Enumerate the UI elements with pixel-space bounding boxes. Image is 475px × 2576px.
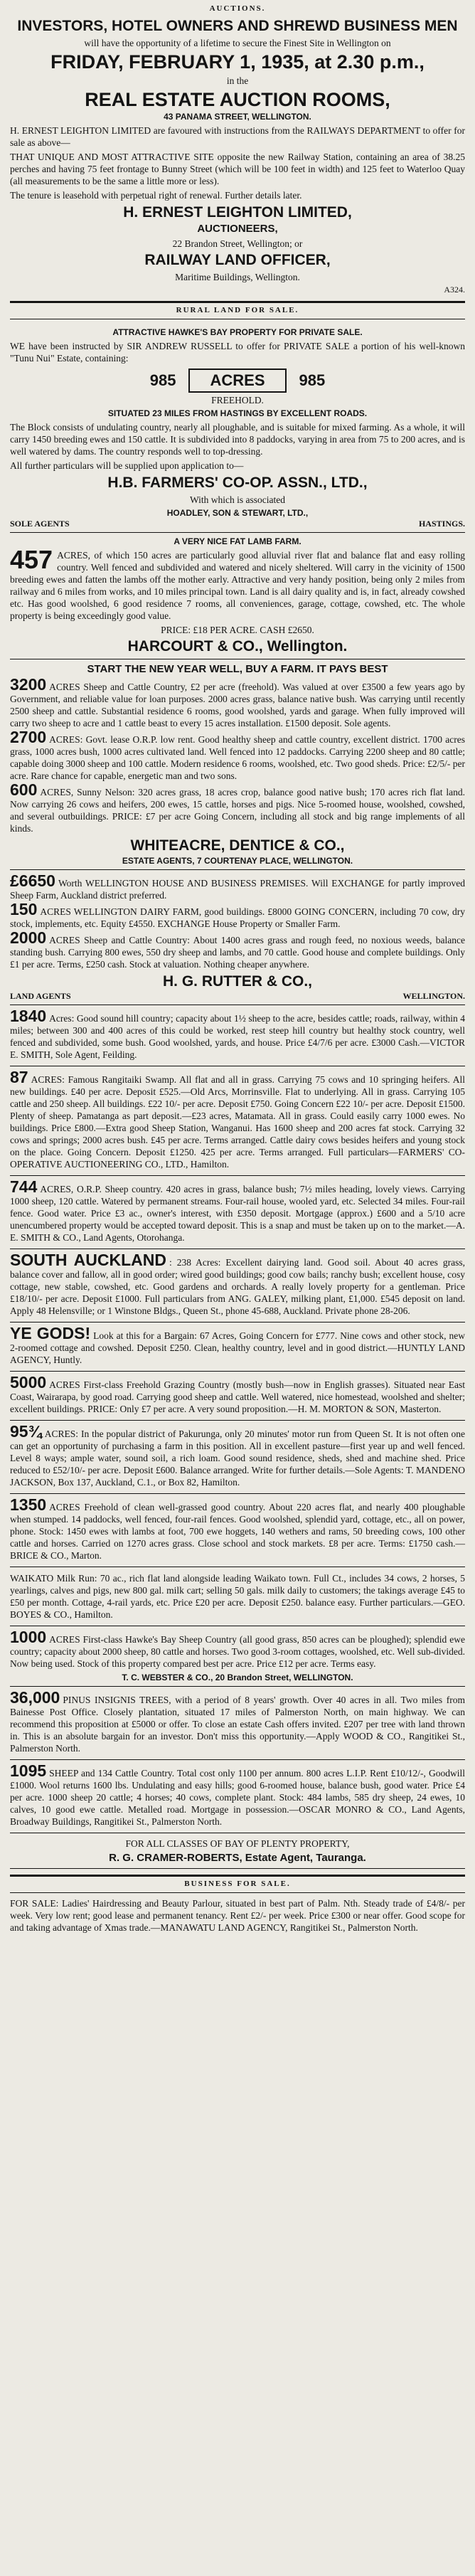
listing [10, 780, 465, 834]
newyear-agent-address: ESTATE AGENTS, 7 COURTENAY PLACE, WELLINGTON. [122, 856, 353, 866]
rutter-town: WELLINGTON. [402, 991, 465, 1001]
acres-label: ACRES [188, 369, 286, 393]
listing [10, 1372, 465, 1421]
auction-para-2: THAT UNIQUE AND MOST ATTRACTIVE SITE opposite the new Railway Station, containing an area of 38.25 perches and having 75 feet frontage to Bunny Street (which will be 100 feet in width) and 125 feet to Waterloo Quay (all measurements to be the same a little more or less). [10, 152, 465, 186]
auction-firm: H. ERNEST LEIGHTON LIMITED, [123, 204, 352, 221]
pines-text: PINUS INSIGNIS TREES, with a period of 8 years' growth. Over 40 acres in all. Two miles from Bainesse Post Office. Closely plantation, situated 17 miles of Palmerston North, on main highway. We can recommend this proposition at £5000 or offer. To close an estate Cash offers invited. £207 per tree with land thrown in. This is an absolute bargain for an investor. Don't miss this opportunity.—Apply WOOD & CO., Rangitikei St., Palmerston North. [10, 1695, 465, 1754]
auction-intro: will have the opportunity of a lifetime to secure the Finest Site in Wellington on [84, 38, 391, 48]
listing-text: ACRES First-class Freehold Grazing Country (mostly bush—now in English grasses). Situated near East Coast, Wairarapa, by good road. Carrying good sheep and cattle. Well watered, nice homestead, woolshed and shelter; excellent buildings. PRICE: Only £7 per acre. A very sound proposition.—H. M. MORTON & SON, Masterton. [10, 1379, 465, 1414]
pines-advert [10, 1687, 465, 1760]
auction-at: in the [226, 75, 249, 86]
listing [10, 928, 465, 970]
section-header-auctions: AUCTIONS. [209, 4, 266, 13]
bop-agent: R. G. CRAMER-ROBERTS, Estate Agent, Tauranga. [109, 1852, 366, 1864]
listing-number: 5000 [10, 1373, 47, 1392]
listing-text: ACRES Freehold of clean well-grassed good country. About 220 acres flat, and nearly 400 ploughable when stumped. 14 paddocks, well fenced, four-rail fences. Good woolshed, splendid yard, cottage, etc., all on power, phone. Stock: 1450 ewes with lambs at foot, 700 ewe hoggets, 140 wethers and rams, 50 breeding cows, 100 other cattle and horses. Carried on 1270 acres grass. Close school and stock markets. £8 per acre. Terms: £1750 cash.—BRICE & CO., Marton. [10, 1502, 465, 1561]
listing [10, 1249, 465, 1323]
listing-text: ACRES: Famous Rangitaiki Swamp. All flat and all in grass. Carrying 75 cows and 10 springing heifers. All new buildings. £40 per acre. Deposit £525.—Old Arcs, Morrinsville. Flat to underlying. All in grass. Carrying 105 cattle and 250 sheep. All buildings. £22 10/- per acre. Deposit £750. Going Concern £22 10/- per acre. Deposit £1500. Plenty of sheep. Pamatanga as part deposit.—£23 acres, Matamata. All in grass. Could easily carry 1000 ewes. No buildings. Price £800.—Extra good Sheep Station, Wanganui. Has 1600 sheep and 200 acres fat stock. Carrying 32 cows and springs; 2000 acres bush. £45 per acre. Terms arranged. Cattle dairy cows besides heifers and young stock on the place. Going Concern. Deposit £1250. 425 per acre. Terms arranged. Full particulars—FARMERS' CO-OPERATIVE AUCTIONEERING CO., LTD., Hamilton. [10, 1074, 465, 1170]
business-advert [10, 1897, 465, 1934]
auction-advert [10, 17, 465, 295]
webster-number: 1000 [10, 1628, 47, 1646]
railway-officer-address: Maritime Buildings, Wellington. [175, 272, 300, 282]
listing [10, 675, 465, 729]
auction-firm-address: 22 Brandon Street, Wellington; or [172, 238, 303, 249]
listing-number: 2000 [10, 928, 47, 947]
hawkes-intro: WE have been instructed by SIR ANDREW RUSSELL to offer for PRIVATE SALE a portion of his well-known "Tunu Nui" Estate, containing: [10, 341, 465, 364]
auction-firm-role: AUCTIONEERS, [197, 223, 278, 235]
acres-banner [10, 369, 465, 393]
hawkes-assoc-firm: HOADLEY, SON & STEWART, LTD., [166, 508, 309, 518]
fatlamb-body [10, 545, 465, 622]
listing-number: 2700 [10, 728, 47, 746]
listing [10, 900, 465, 930]
pines-number: 36,000 [10, 1688, 60, 1707]
listing-text: : 238 Acres: Excellent dairying land. Good soil. About 40 acres grass, balance cover and fallow, all in good order; wired good buildings; good cow bails; ranchy bush; excellent house, cosy cottage, new stable, cowshed, etc. Good gardens and orchards. A really lovely property for a gentleman. Price £18/10/- per acre. Deposit £1000. Full particulars from ANG. GALEY, milking plant, £1,000. £545 deposit on land. Apply 48 Helensville; or 1 Winstone Bldgs., Queen St., phone 45-688, Auckland. Private phone 28-206. [10, 1257, 465, 1316]
listing-text: ACRES: Govt. lease O.R.P. low rent. Good healthy sheep and cattle country, excellent district. 1700 acres grass, 1000 acres bush, 1000 acres cultivated land. Well fenced into 12 paddocks. Carrying 2200 sheep and 80 cattle; capable doing 3000 sheep and 100 cattle. Modern residence 6 rooms, woolshed, etc. Two good sheds. Price: £2/5/- per acre. Rare chance for capable, energetic man and two sons. [10, 734, 465, 781]
divider [10, 1892, 465, 1893]
listing-number: 150 [10, 900, 38, 918]
fat-lamb-advert [10, 533, 465, 659]
waikato-advert [10, 1567, 465, 1626]
listing-number: SOUTH AUCKLAND [10, 1251, 166, 1269]
listing [10, 1176, 465, 1249]
hawkes-title: ATTRACTIVE HAWKE'S BAY PROPERTY FOR PRIVATE SALE. [112, 327, 363, 337]
fatlamb-price: PRICE: £18 PER ACRE. CASH £2650. [161, 625, 314, 635]
listing-text: ACRES Sheep and Cattle Country: About 1400 acres grass and rough feed, no noxious weeds, balance standing bush. Carrying 800 ewes, 550 dry sheep and lambs, and 70 cattle. Good house and complete buildings. Only £1 per acre. Terms, £250 cash. Stock at valuation. Nothing cheaper anywhere. [10, 935, 465, 970]
fatlamb-title: A VERY NICE FAT LAMB FARM. [174, 536, 301, 546]
hawkes-situation: SITUATED 23 MILES FROM HASTINGS BY EXCELLENT ROADS. [107, 408, 368, 418]
hawkes-bay-advert [10, 324, 465, 533]
railway-officer: RAILWAY LAND OFFICER, [144, 252, 331, 268]
rutter-land: LAND AGENTS [10, 991, 71, 1001]
webster-advert [10, 1626, 465, 1687]
rutter-listings [10, 871, 465, 970]
listing-text: ACRES WELLINGTON DAIRY FARM, good buildings. £8000 GOING CONCERN, including 70 cow, dry stock, implements, etc. Equity £4550. EXCHANGE House Property or Smaller Farm. [10, 906, 465, 929]
fatlamb-number: 457 [10, 545, 53, 574]
auction-date: FRIDAY, FEBRUARY 1, 1935, at 2.30 p.m., [50, 51, 425, 73]
auction-venue: REAL ESTATE AUCTION ROOMS, [85, 89, 390, 110]
hawkes-sole: SOLE AGENTS [10, 519, 70, 529]
listing [10, 1066, 465, 1176]
newyear-listings [10, 675, 465, 834]
hawkes-assoc: With which is associated [189, 494, 286, 505]
listing-text: ACRES: In the popular district of Pakurunga, only 20 minutes' motor run from Queen St. It is not often one can get an opportunity of purchasing a farm in this position. All in excellent pasture—first year up and well fenced. Level 8 ways; ample water, sound soil, a rich loam. Good sound residence, sheds, shed and machine shed. Price reduced to £52/10/- per acre. Deposit £600. Balance arranged. Write for further details.—Sole Agents: T. MANDENO JACKSON, Box 137, Auckland, C.1., or Box 82, Hamilton. [10, 1429, 465, 1488]
listing-text: Look at this for a Bargain: 67 Acres, Going Concern for £777. Nine cows and other stock, new 2-roomed cottage and cowshed. Deposit £250. Clean, healthy country, level and in good district.—HUNTLY LAND AGENCY, Huntly. [10, 1330, 465, 1365]
listing-number: 600 [10, 780, 38, 799]
listing [10, 728, 465, 782]
hawkes-tenure: FREEHOLD. [211, 395, 264, 406]
new-year-advert [10, 659, 465, 870]
hawkes-further: All further particulars will be supplied upon application to— [10, 460, 244, 471]
listing-number: 3200 [10, 675, 47, 694]
listing-text: Worth WELLINGTON HOUSE AND BUSINESS PREMISES. Will EXCHANGE for partly improved Sheep Farm, Auckland district preferred. [10, 878, 465, 901]
bop-line: FOR ALL CLASSES OF BAY OF PLENTY PROPERTY, [125, 1838, 350, 1849]
feilding-number: 1840 [10, 1007, 47, 1025]
listing [10, 1494, 465, 1567]
feilding-text: Acres: Good sound hill country; capacity about 1½ sheep to the acre, besides cattle; roads, railway, within 4 miles; between 300 and 400 acres of this could be worked, rest steep hill country but healthy stock country, well fenced and subdivided, some bush. Good woolshed, yards, and house. Price £4/7/6 per acre. £3000 Cash.—VICTOR E. SMITH, Sole Agent, Feilding. [10, 1013, 465, 1060]
newspaper-page [10, 0, 465, 1934]
rutter-signoff [10, 991, 465, 1002]
webster-text: ACRES First-class Hawke's Bay Sheep Country (all good grass, 850 acres can be ploughed); splendid ewe country; capacity about 2000 sheep, 80 cattle and horses. Two good 3-room cottages, woolshed, etc. Well sub-divided. Now being used. Stock of this property compared best per acre. Price £12 per acre. Terms easy. [10, 1634, 465, 1669]
business-text: FOR SALE: Ladies' Hairdressing and Beauty Parlour, situated in best part of Palm. Nth. Steady trade of £4/8/- per week. Very low rent; good lease and permanent tenancy. Rent £2/- per week. Price £300 or near offer. Good scope for and taking advantage of Xmas trade.—MANAWATU LAND AGENCY, Rangitikei St., Palmerston North. [10, 1898, 465, 1933]
section-header-rural: RURAL LAND FOR SALE. [176, 306, 299, 314]
palmy-text: SHEEP and 134 Cattle Country. Total cost only 1100 per annum. 800 acres L.I.P. Rent £10/12/-, Goodwill £1000. Wool returns 1600 lbs. Undulating and easy hills; good 6-roomed house, balance bush, good water. Price £4 per acre. 1000 sheep 20 cattle; 4 horses; 40 cows, complete plant. Stock: 484 lambs, 585 dry sheep, 24 ewes, 10 calves, 10 good ewe cattle. Metalled road. Mortgage in possession.—OSCAR MONRO & CO., Land Agents, Broadway Buildings, Rangitikei St., Palmerston North. [10, 1768, 465, 1827]
listing-text: ACRES, O.R.P. Sheep country. 420 acres in grass, balance bush; 7½ miles heading, lovely views. Carrying 1000 sheep, 120 cattle. Watered by permanent streams. Four-rail house, wooled yard, etc. Selected 34 miles. Four-rail fence. Good water. Price £3 ac., owner's interest, with £350 deposit. Mortgage (approx.) £600 and a 5/10 acre unencumbered property would be accepted toward deposit. This is a snap and must be taken up on to the market.—A. E. SMITH & CO., Land Agents, Otorohanga. [10, 1184, 465, 1243]
palmy-number: 1095 [10, 1761, 47, 1780]
listing-text: ACRES, Sunny Nelson: 320 acres grass, 18 acres crop, balance good native bush; 170 acres rich flat land. Now carrying 26 cows and heifers, 200 ewes, 15 cattle, horses and pigs. Nice 5-roomed house, woolshed, cowshed, and several outbuildings. PRICE: £7 per acre Going Concern, including all stock and big range implements of all kinds. [10, 787, 465, 834]
listing [10, 1323, 465, 1372]
auction-venue-address: 43 PANAMA STREET, WELLINGTON. [164, 112, 311, 122]
rutter-agent: H. G. RUTTER & CO., [163, 973, 312, 990]
hawkes-body: The Block consists of undulating country, nearly all ploughable, and is suitable for mixed farming. As a whole, it will carry 1450 breeding ewes and 150 cattle. It is subdivided into 8 paddocks, varying in area from 75 to 200 acres, and is well watered by dams. The country responds well to top-dressing. [10, 422, 465, 457]
newyear-title: START THE NEW YEAR WELL, BUY A FARM. IT PAYS BEST [87, 663, 388, 675]
auction-para-1: H. ERNEST LEIGHTON LIMITED are favoured with instructions from the RAILWAYS DEPARTMENT to offer for sale as above— [10, 125, 465, 148]
webster-agent: T. C. WEBSTER & CO., 20 Brandon Street, WELLINGTON. [122, 1673, 353, 1682]
hawkes-town: HASTINGS. [418, 519, 465, 529]
hawkes-signoff [10, 519, 465, 529]
misc-listings [10, 1066, 465, 1567]
listing-number: 1350 [10, 1495, 47, 1514]
listing-text: ACRES Sheep and Cattle Country, £2 per acre (freehold). Was valued at over £3500 a few years ago by Government, and reliable value for loan purposes. 2000 acres grass, balance native bush. Was carrying until recently 2500 sheep and cattle. Substantial residence 6 rooms, good woolshed, yards and garage. When fully improved will carry two sheep to acre and 1 cattle beast to every 15 acres installation. £1500 deposit. Sole agents. [10, 682, 465, 728]
listing-number: £6650 [10, 871, 55, 890]
hawkes-agent: H.B. FARMERS' CO-OP. ASSN., LTD., [107, 475, 368, 491]
auction-ref: A324. [444, 285, 465, 295]
listing-number: YE GODS! [10, 1324, 91, 1342]
fatlamb-text: ACRES, of which 150 acres are particularly good alluvial river flat and balance flat and easy rolling country. Well fenced and subdivided and watered and nicely sheltered. Will carry in the vicinity of 1500 breeding ewes and fatten the lambs off the mother early. Attractive and very handy position, being only 2 miles from railway and 6 miles from works, and 10 miles principal town. Land is all dairy quality and is, in fact, already cowshed etc. Has good woolshed, 6 good residence 7 rooms, all conveniences, garage, cottage, cowshed, etc. The whole property is being exceedingly good value. [10, 550, 465, 621]
palmerston-advert [10, 1760, 465, 1833]
listing-number: 744 [10, 1177, 38, 1196]
newyear-agent: WHITEACRE, DENTICE & CO., [130, 837, 345, 854]
listing-number: 95¾ [10, 1422, 42, 1441]
rutter-advert [10, 870, 465, 1005]
listing-number: 87 [10, 1068, 28, 1086]
acres-right: 985 [299, 371, 326, 389]
divider [10, 1875, 465, 1877]
feilding-advert [10, 1005, 465, 1066]
listing [10, 871, 465, 901]
bop-advert [10, 1833, 465, 1869]
divider [10, 301, 465, 303]
auction-para-3: The tenure is leasehold with perpetual right of renewal. Further details later. [10, 190, 302, 201]
waikato-text: WAIKATO Milk Run: 70 ac., rich flat land alongside leading Waikato town. Full Ct., includes 34 cows, 2 horses, 5 yearlings, calves and pigs, new 800 gal. milk cart; selling 50 gals. milk daily to customers; the takings average £45 to £50 per month. Cottage, 4-rail yards, etc. Price £20 per acre. Deposit £250. balance easy. Further particulars.—GEO. BOYES & CO., Hamilton. [10, 1573, 465, 1620]
auction-title: INVESTORS, HOTEL OWNERS AND SHREWD BUSINESS MEN [17, 18, 458, 34]
acres-left: 985 [149, 371, 176, 389]
fatlamb-agent: HARCOURT & CO., Wellington. [127, 638, 348, 654]
section-header-business: BUSINESS FOR SALE. [184, 1880, 291, 1888]
listing [10, 1421, 465, 1494]
